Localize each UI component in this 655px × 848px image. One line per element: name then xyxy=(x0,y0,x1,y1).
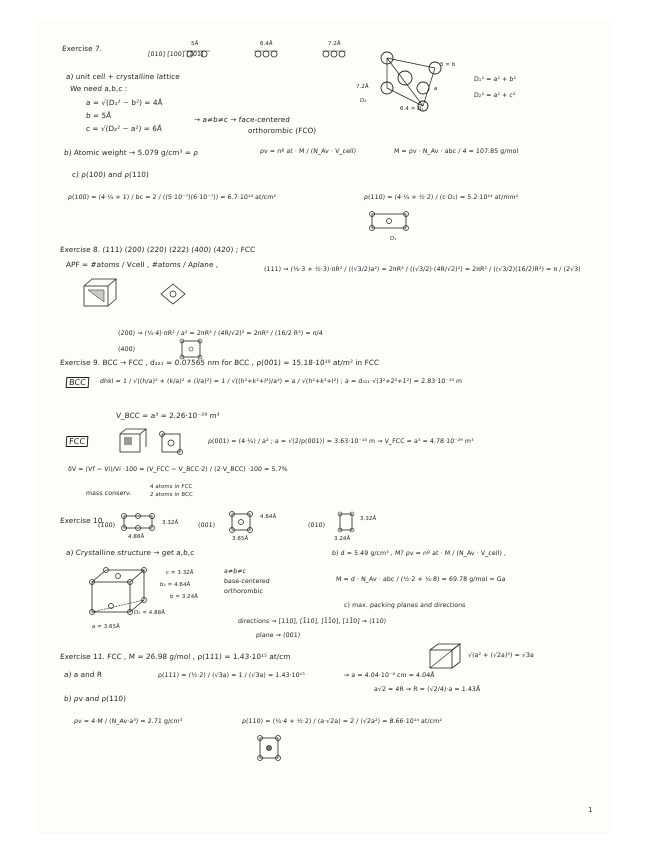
ex11-plane-sketch xyxy=(256,734,286,768)
ex7-fig-d2: D₂ xyxy=(359,98,367,104)
ex7-dir-label-3: 7.2Å xyxy=(327,41,341,47)
ex11-part-b-heading: b) ρv and ρ(110) xyxy=(63,694,127,703)
ex11-a-val: → a = 4.04·10⁻⁸ cm = 4.04Å xyxy=(343,672,435,679)
ex7-fig-b: 5 = b xyxy=(439,62,456,68)
ex10-dir-100: (100) xyxy=(97,522,116,529)
ex8-plane-111: (111) → (⅙·3 + ½·3)·πR² / ((√3/2)a²) = 2πR² / ((√3/2)·(4R/√2)²) = 2πR² / ((√3/2)(16/2)R²) = π / (2√3) xyxy=(263,266,581,273)
ex10-lab-010b: 3.24Å xyxy=(333,536,351,542)
ex10-note-1: a≠b≠c xyxy=(223,568,247,575)
ex7-m-formula: M = ρv · N_Av · abc / 4 = 107.85 g/mol xyxy=(393,148,519,155)
ex9-bcc-label: BCC xyxy=(66,377,90,388)
ex7-part-a-heading: a) unit cell + crystalline lattice xyxy=(65,72,181,81)
ex11-title: Exercise 11. FCC , M = 26.98 g/mol , ρ(111) = 1.43·10¹⁵ at/cm xyxy=(59,652,291,661)
ex7-fig-a: a xyxy=(433,86,438,92)
ex7-rho100: ρ(100) = (4·¼ + 1) / bc = 2 / ((5·10⁻⁷)(6·10⁻⁷)) = 6.7·10¹⁴ at/cm² xyxy=(67,194,277,201)
ex11-part-a-heading: a) a and R xyxy=(63,670,103,679)
ex10-d1-val: D₁ = 4.88Å xyxy=(133,610,166,616)
ex9-title: Exercise 9. BCC → FCC , d₃₂₁ = 0.07565 nm for BCC , ρ(001) = 15.18·10¹⁸ at/m² in FCC xyxy=(59,358,380,367)
ex7-need-abc: We need a,b,c : xyxy=(69,84,128,93)
ex10-part-b-heading: b) d = 5.49 g/cm³ , M? ρv = nº at · M / (N_Av · V_cell) , xyxy=(331,550,507,557)
ex7-dir-label-1: 5Å xyxy=(190,41,199,47)
ex7-plane-sketch xyxy=(366,210,416,238)
ex7-title: Exercise 7. xyxy=(61,44,103,53)
ex7-part-b-heading: b) Atomic weight → 5.079 g/cm³ = ρ xyxy=(63,148,199,157)
ex7-fcc-note-2: orthorombic (FCO) xyxy=(247,126,317,135)
ex7-d1-eq: D₁² = a² + b² xyxy=(473,76,517,83)
ex9-atoms-note-1: 4 atoms in FCC xyxy=(149,484,193,490)
ex11-rho111: ρ(111) = (½·2) / (√3a) = 1 / (√3a) = 1.43·10¹⁵ xyxy=(157,672,306,679)
ex11-cube-sketch xyxy=(426,642,466,676)
ex9-fcc-sketch xyxy=(114,428,194,462)
ex8-cube-sketch xyxy=(80,276,120,314)
ex7-directions: [010] [100] [101] xyxy=(147,51,204,58)
ex7-fig-d1: 6.4 = D₁ xyxy=(399,106,424,112)
ex10-dir-010: (010) xyxy=(307,522,326,529)
ex10-a-val: a = 3.65Å xyxy=(91,624,121,630)
ex10-lab-010: 3.32Å xyxy=(359,516,377,522)
ex10-lab-100: 3.32Å xyxy=(161,520,179,526)
ex9-fcc-label: FCC xyxy=(66,436,89,447)
ex7-rho-formula: ρv = nº at · M / (N_Av · V_cell) xyxy=(259,148,357,155)
ex10-unit-cell-sketch xyxy=(84,562,164,626)
ex10-lab-100b: 4.88Å xyxy=(127,534,145,540)
ex9-vbcc: V_BCC = a³ = 2.26·10⁻²⁹ m³ xyxy=(115,411,220,420)
ex7-eq-b: b = 5Å xyxy=(85,111,112,120)
ex10-plane: plane → (001) xyxy=(255,632,301,639)
ex10-note-2: base-centered xyxy=(223,578,271,585)
ex7-rho110: ρ(110) = (4·¼ + ½·2) / (c·D₁) = 5.2·10¹⁴ at/mm² xyxy=(363,194,519,201)
ex10-c-val: c = 3.32Å xyxy=(165,570,194,576)
ex7-eq-c: c = √(D₂² − a²) = 6Å xyxy=(85,124,163,133)
notes-page xyxy=(38,22,610,832)
ex7-part-c-heading: c) ρ(100) and ρ(110) xyxy=(71,170,150,179)
ex9-atoms-note-2: 2 atoms in BCC xyxy=(149,492,194,498)
ex8-plane-400: (400) xyxy=(117,346,136,353)
ex9-mass-note: mass conserv. xyxy=(85,490,132,497)
ex8-title: Exercise 8. (111) (200) (220) (222) (400) (420) ; FCC xyxy=(59,245,256,254)
ex11-diagonal: √(a² + (√2a)²) = √3a xyxy=(467,652,535,659)
ex9-dhkl: dhkl = 1 / √((h/a)² + (k/a)² + (l/a)²) = 1 / √((h²+k²+l²)/a²) = a / √(h²+k²+l²) ; a = d₃₂₁·√(3²+2²+1²) = 2.83·10⁻¹⁰ m xyxy=(99,378,463,385)
ex7-d2-eq: D₂² = a² + c² xyxy=(473,92,516,99)
ex11-r-val: a√2 = 4R → R = (√2/4)·a = 1.43Å xyxy=(373,686,481,693)
ex10-title: Exercise 10. xyxy=(59,516,106,525)
ex10-dir-001: (001) xyxy=(197,522,216,529)
ex7-fig-d1b: D₁ xyxy=(389,236,397,242)
ex10-part-c-heading: c) max. packing planes and directions xyxy=(343,602,466,609)
ex8-hex-sketch xyxy=(158,282,188,310)
ex10-b2-val: b₂ = 4.64Å xyxy=(159,582,191,588)
ex10-m-calc: M = d · N_Av · abc / (½·2 + ¼·8) = 69.78 g/mol ≈ Ga xyxy=(335,576,506,583)
ex7-eq-a: a = √(D₁² − b²) = 4Å xyxy=(85,98,163,107)
page-number: 1 xyxy=(588,806,593,814)
ex10-part-a-heading: a) Crystalline structure → get a,b,c xyxy=(65,548,195,557)
ex10-directions: directions → [110], [1̄10], [1̄1̄0], [11̄0] → ⟨110⟩ xyxy=(237,618,387,625)
ex11-rho110: ρ(110) = (¼·4 + ½·2) / (a·√2a) = 2 / (√2a²) = 8.66·10¹⁴ at/cm² xyxy=(241,718,443,725)
ex7-fig-72: 7.2Å xyxy=(355,84,369,90)
ex10-lab-001: 4.64Å xyxy=(259,514,277,520)
ex8-plane-200: (200) → (¼·4)·πR² / a² = 2πR² / (4R/√2)² = 2πR² / (16/2 R²) = π/4 xyxy=(117,330,323,337)
ex7-dir-label-2: 6.4Å xyxy=(259,41,273,47)
ex10-lab-001b: 3.65Å xyxy=(231,536,249,542)
ex10-b-val: b = 3.24Å xyxy=(169,594,199,600)
ex7-fcc-note: → a≠b≠c → face-centered xyxy=(193,115,291,124)
ex9-rho001: ρ(001) = (4·¼) / a² ; a = √(2/ρ(001)) = 3.63·10⁻¹⁰ m → V_FCC = a³ = 4.78·10⁻²⁹ m³ xyxy=(207,438,474,445)
ex8-apf: APF = #atoms / Vcell , #atoms / Aplane , xyxy=(65,260,219,269)
ex11-rhov: ρv = 4·M / (N_Av·a³) = 2.71 g/cm³ xyxy=(73,718,183,725)
ex9-volume-change: δV = (Vf − Vi)/Vi ·100 = (V_FCC − V_BCC·2) / (2·V_BCC) ·100 = 5.7% xyxy=(67,466,288,473)
ex7-direction-sketches xyxy=(178,44,368,66)
ex10-note-3: orthorombic xyxy=(223,588,264,595)
